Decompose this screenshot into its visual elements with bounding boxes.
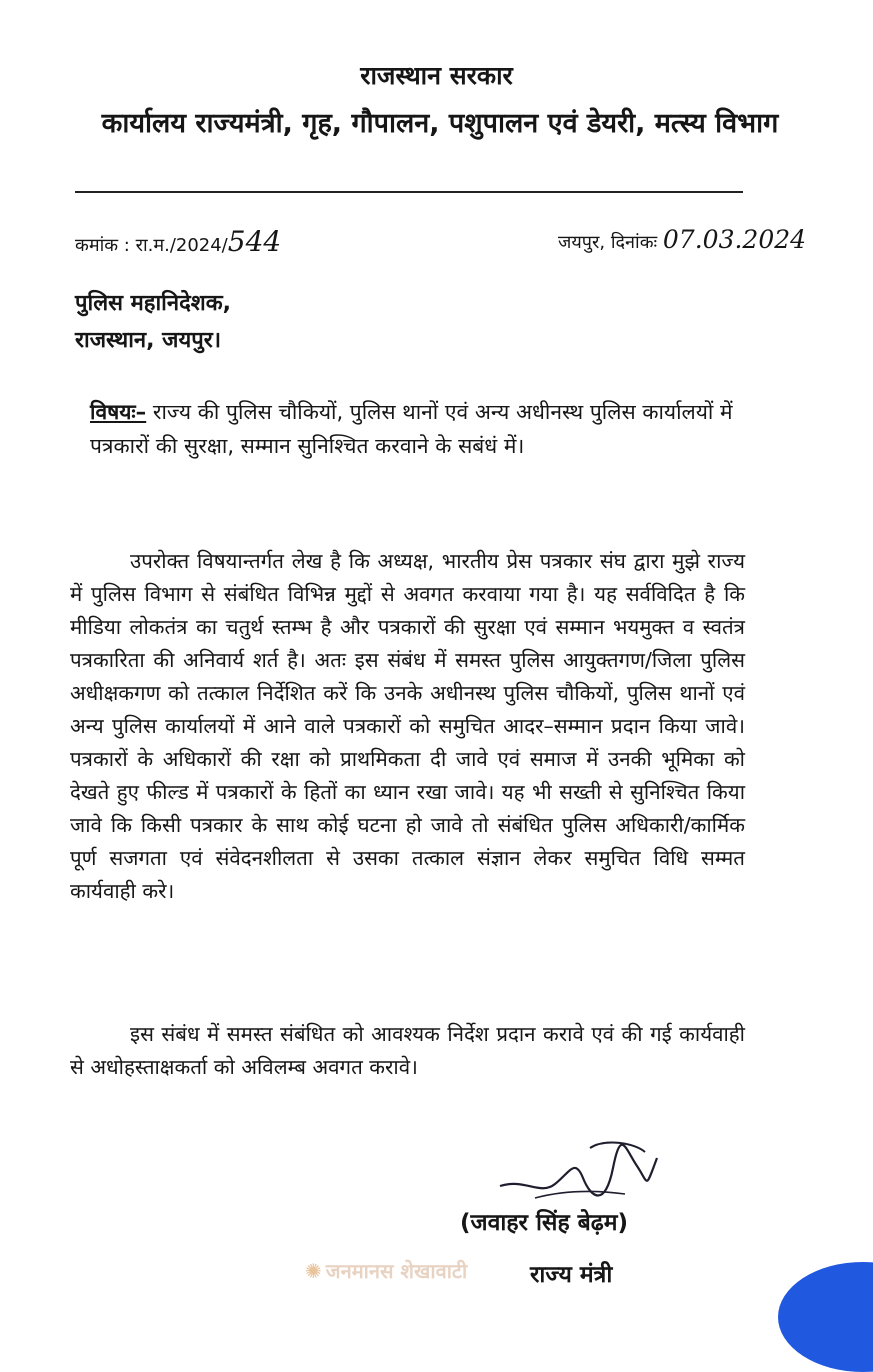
handwritten-signature [495,1138,665,1208]
subject [90,395,760,463]
govt-heading: राजस्थान सरकार [360,61,513,90]
addressee-line-1: पुलिस महानिदेशक, [75,291,231,316]
subject-label: विषयः– [90,400,147,424]
reference-number-label: कमांक : रा.म./2024/ [75,235,228,256]
addressee-line-2: राजस्थान, जयपुर। [75,328,222,353]
reference-date-handwritten: 07.03.2024 [662,225,807,254]
body-paragraph-2: इस संबंध में समस्त संबंधित को आवश्यक निर्देश प्रदान करावे एवं की गई कार्यवाही से अधोहस्ताक्षकर्ता को अविलम्ब अवगत करावे। [70,1022,745,1079]
subject-text: राज्य की पुलिस चौकियों, पुलिस थानों एवं अन्य अधीनस्थ पुलिस कार्यालयों में पत्रकारों की सुरक्षा, सम्मान सुनिश्चित करवाने के सबंधं में। [90,400,733,458]
addressee [75,285,231,359]
body-paragraph-1: उपरोक्त विषयान्तर्गत लेख है कि अध्यक्ष, भारतीय प्रेस पत्रकार संघ द्वारा मुझे राज्य में पुलिस विभाग से संबंधित विभिन्न मुद्दों से अवगत करवाया गया है। यह सर्वविदित है कि मीडिया लोकतंत्र का चतुर्थ स्तम्भ है और पत्रकारों की सुरक्षा एवं सम्मान भयमुक्त व स्वतंत्र पत्रकारिता की अनिवार्य शर्त है। अतः इस संबंध में समस्त पुलिस आयुक्तगण/जिला पुलिस अधीक्षकगण को तत्काल निर्देशित करें कि उनके अधीनस्थ पुलिस चौकियों, पुलिस थानों एवं अन्य पुलिस कार्यालयों में आने वाले पत्रकारों को समुचित आदर–सम्मान प्रदान किया जावे। पत्रकारों के अधिकारों की रक्षा को प्राथमिकता दी जावे एवं समाज में उनकी भूमिका को देखते हुए फील्ड में पत्रकारों के हितों का ध्यान रखा जावे। यह भी सख्ती से सुनिश्चित किया जावे कि किसी पत्रकार के साथ कोई घटना हो जावे तो संबंधित पुलिस अधिकारी/कार्मिक पूर्ण सजगता एवं संवेदनशीलता से उसका तत्काल संज्ञान लेकर समुचित विधि सम्मत कार्यवाही करे। [70,549,745,903]
header-divider [75,191,743,193]
office-heading: कार्यालय राज्यमंत्री, गृह, गौपालन, पशुपालन एवं डेयरी, मत्स्य विभाग [101,108,779,139]
reference-number [75,225,281,258]
watermark-text: जनमानस शेखावाटी [325,1259,468,1283]
signer-name: (जवाहर सिंह बेढ़म) [460,1210,629,1236]
corner-blue-shape [778,1262,873,1372]
sun-icon: ✺ [305,1259,322,1283]
reference-number-handwritten: 544 [227,225,282,258]
signer-designation: राज्य मंत्री [530,1262,613,1288]
reference-date-label: जयपुर, दिनांकः [558,232,658,253]
reference-date [558,225,806,254]
watermark [305,1257,467,1284]
